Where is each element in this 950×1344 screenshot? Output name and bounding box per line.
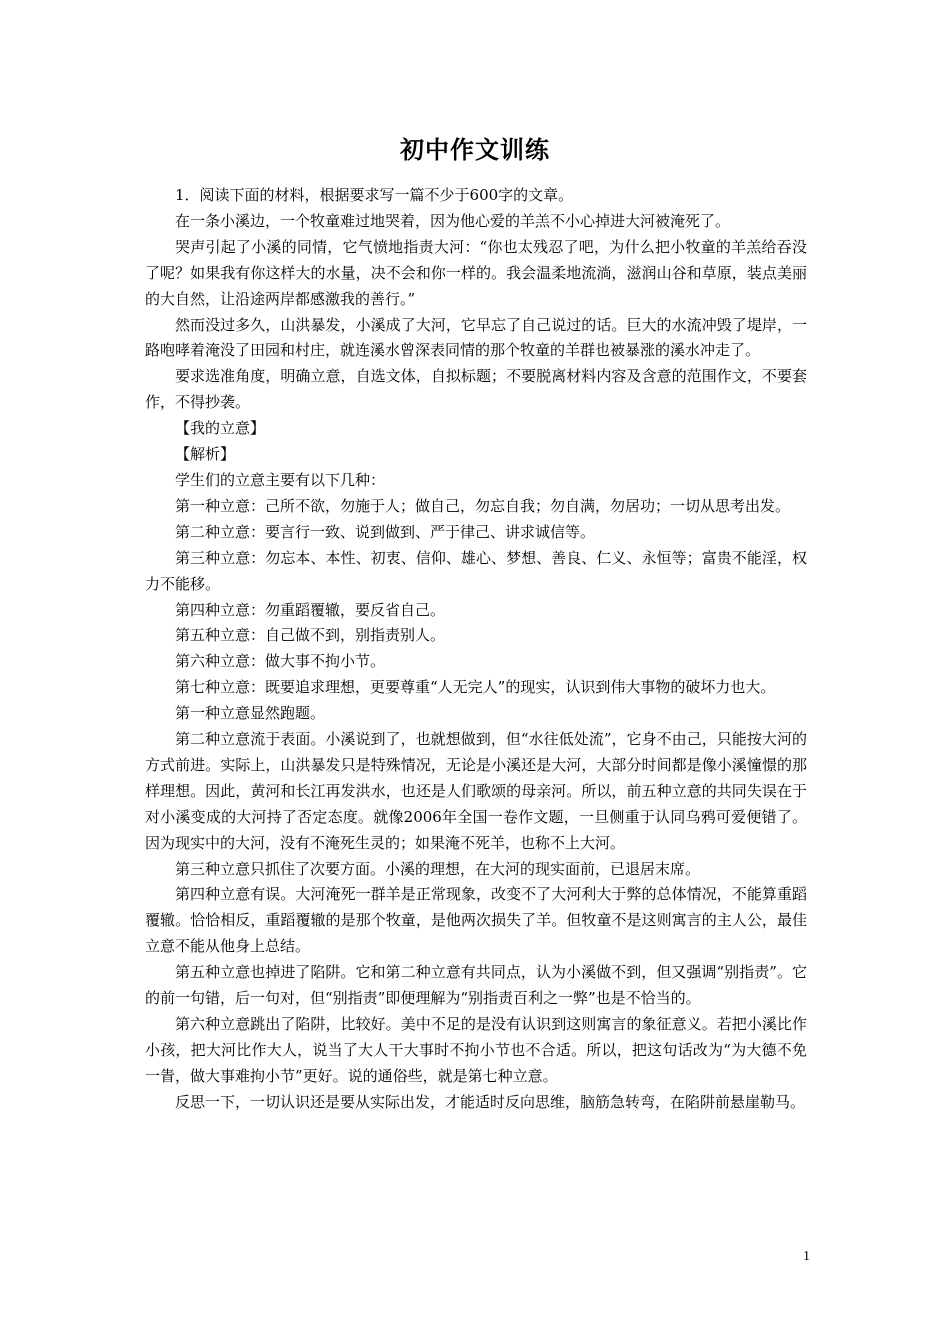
page-number: 1 bbox=[803, 1249, 810, 1264]
analysis-heading: 【解析】 bbox=[175, 445, 236, 464]
conclusion-paragraph: 反思一下，一切认识还是要从实际出发，才能适时反向思维，脑筋急转弯，在陷阱前悬崖勒马。 bbox=[175, 1092, 806, 1111]
evaluation-5: 第五种立意也掉进了陷阱。它和第二种立意有共同点，认为小溪做不到，但又强调“别指责”。它的前一句错，后一句对，但“别指责”即便理解为“别指责百利之一弊”也是不恰当的。 bbox=[145, 963, 807, 1008]
idea-item-5: 第五种立意：自己做不到，别指责别人。 bbox=[175, 626, 446, 645]
requirements-paragraph: 要求选准角度，明确立意，自选文体，自拟标题；不要脱离材料内容及含意的范围作文，不要套作，不得抄袭。 bbox=[145, 367, 807, 412]
my-idea-heading: 【我的立意】 bbox=[175, 419, 266, 438]
evaluation-2: 第二种立意流于表面。小溪说到了，也就想做到，但“水往低处流”，它身不由己，只能按大河的方式前进。实际上，山洪暴发只是特殊情况，无论是小溪还是大河，大部分时间都是像小溪憧憬的那样理想。因此，黄河和长江再发洪水，也还是人们歌颂的母亲河。所以，前五种立意的共同失误在于对小溪变成的大河持了否定态度。就像2006年全国一卷作文题，一旦侧重于认同乌鸦可爱便错了。因为现实中的大河，没有不淹死生灵的；如果淹不死羊，也称不上大河。 bbox=[145, 730, 807, 852]
idea-item-6: 第六种立意：做大事不拘小节。 bbox=[175, 652, 386, 671]
idea-item-3: 第三种立意：勿忘本、本性、初衷、信仰、雄心、梦想、善良、仁义、永恒等；富贵不能淫，权力不能移。 bbox=[145, 548, 807, 593]
evaluation-4: 第四种立意有误。大河淹死一群羊是正常现象，改变不了大河利大于弊的总体情况，不能算重蹈覆辙。恰恰相反，重蹈覆辙的是那个牧童，是他两次损失了羊。但牧童不是这则寓言的主人公，最佳立意不能从他身上总结。 bbox=[145, 885, 807, 956]
question-paragraph: 1．阅读下面的材料，根据要求写一篇不少于600字的文章。 bbox=[175, 186, 574, 204]
evaluation-1: 第一种立意显然跑题。 bbox=[175, 704, 326, 723]
evaluation-6: 第六种立意跳出了陷阱，比较好。美中不足的是没有认识到这则寓言的象征意义。若把小溪比作小孩，把大河比作大人，说当了大人干大事时不拘小节也不合适。所以，把这句话改为“为大德不免一眚，做大事难拘小节”更好。说的通俗些，就是第七种立意。 bbox=[145, 1015, 807, 1085]
idea-item-7: 第七种立意：既要追求理想，更要尊重“人无完人”的现实，认识到伟大事物的破坏力也大。 bbox=[175, 678, 776, 697]
document-body bbox=[145, 183, 807, 1116]
story-paragraph-3: 然而没过多久，山洪暴发，小溪成了大河，它早忘了自己说过的话。巨大的水流冲毁了堤岸，一路咆哮着淹没了田园和村庄，就连溪水曾深表同情的那个牧童的羊群也被暴涨的溪水冲走了。 bbox=[145, 315, 807, 360]
story-paragraph-2: 哭声引起了小溪的同情，它气愤地指责大河：“你也太残忍了吧，为什么把小牧童的羊羔给吞没了呢？如果我有你这样大的水量，决不会和你一样的。我会温柔地流淌，滋润山谷和草原，装点美丽的大自然，让沿途两岸都感激我的善行。” bbox=[145, 237, 807, 308]
idea-item-4: 第四种立意：勿重蹈覆辙，要反省自己。 bbox=[175, 600, 446, 619]
story-paragraph-1: 在一条小溪边，一个牧童难过地哭着，因为他心爱的羊羔不小心掉进大河被淹死了。 bbox=[175, 211, 731, 230]
analysis-intro: 学生们的立意主要有以下几种： bbox=[175, 470, 386, 489]
document-title: 初中作文训练 bbox=[400, 136, 550, 164]
idea-item-2: 第二种立意：要言行一致、说到做到、严于律己、讲求诚信等。 bbox=[175, 522, 596, 541]
idea-item-1: 第一种立意：己所不欲，勿施于人；做自己，勿忘自我；勿自满，勿居功；一切从思考出发。 bbox=[175, 496, 791, 515]
evaluation-3: 第三种立意只抓住了次要方面。小溪的理想，在大河的现实面前，已退居末席。 bbox=[175, 859, 701, 878]
